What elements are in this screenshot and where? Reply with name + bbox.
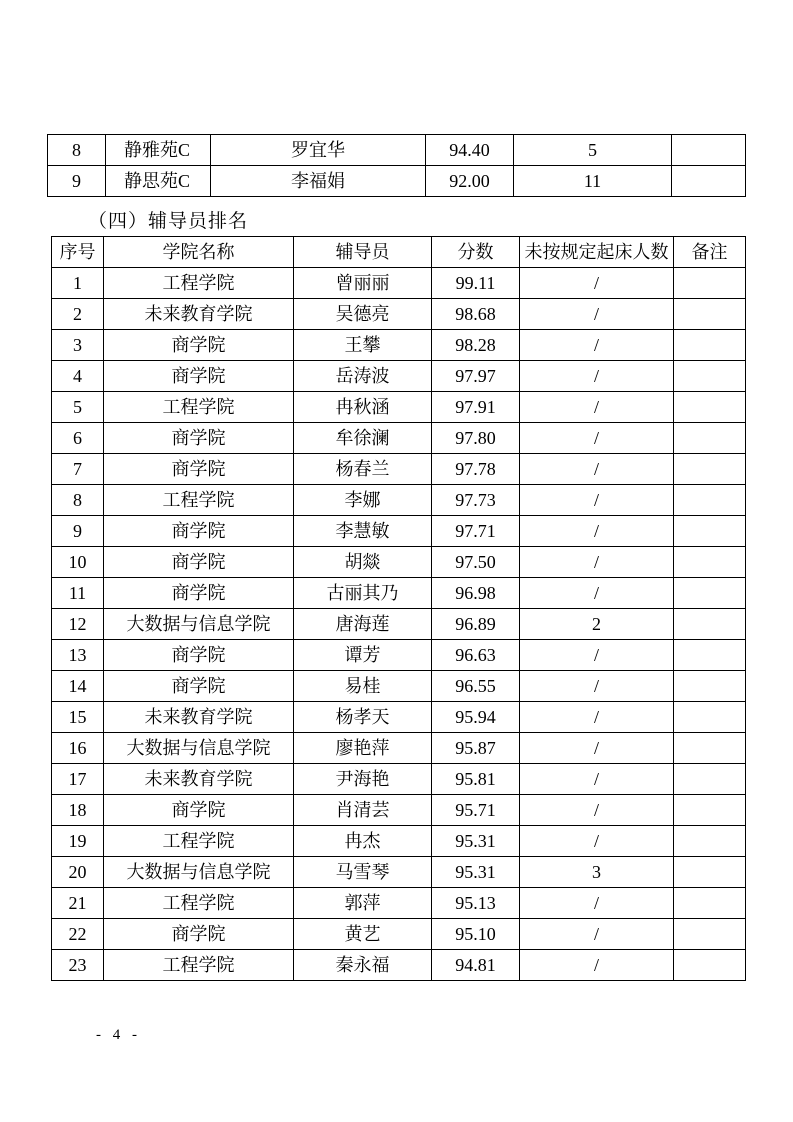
- cell-counselor: 廖艳萍: [294, 733, 432, 764]
- table-row: [52, 547, 746, 578]
- table-row: [52, 671, 746, 702]
- cell-count: /: [520, 733, 674, 764]
- cell-score: 95.81: [432, 764, 520, 795]
- cell-counselor: 胡燚: [294, 547, 432, 578]
- cell-score: 95.71: [432, 795, 520, 826]
- cell-college: 商学院: [104, 795, 294, 826]
- cell-counselor: 肖清芸: [294, 795, 432, 826]
- cell-note: [674, 547, 746, 578]
- cell-no: 17: [52, 764, 104, 795]
- cell-college: 商学院: [104, 919, 294, 950]
- cell-no: 2: [52, 299, 104, 330]
- table-row: [52, 392, 746, 423]
- cell-counselor: 王攀: [294, 330, 432, 361]
- cell-score: 95.10: [432, 919, 520, 950]
- cell-no: 6: [52, 423, 104, 454]
- cell-score: 95.87: [432, 733, 520, 764]
- table-row: [52, 330, 746, 361]
- cell-college: 未来教育学院: [104, 299, 294, 330]
- cell-note: [674, 268, 746, 299]
- top-table-body: [48, 135, 746, 197]
- cell-count: 5: [514, 135, 672, 166]
- cell-counselor: 吴德亮: [294, 299, 432, 330]
- cell-dorm-name: 静思苑C: [106, 166, 211, 197]
- cell-note: [674, 423, 746, 454]
- cell-count: /: [520, 299, 674, 330]
- cell-count: /: [520, 268, 674, 299]
- table-row: [52, 702, 746, 733]
- cell-no: 10: [52, 547, 104, 578]
- cell-no: 8: [48, 135, 106, 166]
- cell-score: 95.13: [432, 888, 520, 919]
- cell-college: 大数据与信息学院: [104, 857, 294, 888]
- cell-note: [674, 392, 746, 423]
- header-count: 未按规定起床人数: [520, 237, 674, 268]
- cell-counselor: 黄艺: [294, 919, 432, 950]
- dormitory-ranking-table-continued: [47, 134, 746, 197]
- cell-counselor: 易桂: [294, 671, 432, 702]
- cell-college: 大数据与信息学院: [104, 733, 294, 764]
- cell-no: 9: [52, 516, 104, 547]
- cell-score: 92.00: [426, 166, 514, 197]
- table-row: [48, 166, 746, 197]
- counselor-ranking-table: [51, 236, 746, 981]
- cell-no: 21: [52, 888, 104, 919]
- cell-no: 16: [52, 733, 104, 764]
- table-row: [52, 640, 746, 671]
- cell-count: /: [520, 919, 674, 950]
- table-row: [48, 135, 746, 166]
- cell-score: 97.97: [432, 361, 520, 392]
- cell-note: [674, 888, 746, 919]
- cell-score: 97.78: [432, 454, 520, 485]
- cell-no: 4: [52, 361, 104, 392]
- cell-no: 11: [52, 578, 104, 609]
- cell-college: 工程学院: [104, 485, 294, 516]
- table-row: [52, 578, 746, 609]
- table-header-row: [52, 237, 746, 268]
- cell-score: 97.50: [432, 547, 520, 578]
- cell-no: 5: [52, 392, 104, 423]
- cell-score: 96.89: [432, 609, 520, 640]
- cell-note: [674, 299, 746, 330]
- cell-college: 商学院: [104, 516, 294, 547]
- cell-college: 大数据与信息学院: [104, 609, 294, 640]
- cell-score: 97.71: [432, 516, 520, 547]
- cell-no: 22: [52, 919, 104, 950]
- cell-count: 2: [520, 609, 674, 640]
- cell-counselor: 冉杰: [294, 826, 432, 857]
- cell-count: /: [520, 423, 674, 454]
- cell-counselor: 古丽其乃: [294, 578, 432, 609]
- cell-note: [674, 361, 746, 392]
- cell-count: 3: [520, 857, 674, 888]
- cell-person: 罗宜华: [211, 135, 426, 166]
- cell-note: [674, 764, 746, 795]
- cell-college: 未来教育学院: [104, 764, 294, 795]
- cell-no: 13: [52, 640, 104, 671]
- cell-college: 商学院: [104, 578, 294, 609]
- cell-score: 99.11: [432, 268, 520, 299]
- cell-count: /: [520, 485, 674, 516]
- cell-note: [674, 330, 746, 361]
- cell-college: 商学院: [104, 330, 294, 361]
- cell-no: 19: [52, 826, 104, 857]
- cell-college: 商学院: [104, 671, 294, 702]
- table-row: [52, 826, 746, 857]
- cell-no: 23: [52, 950, 104, 981]
- cell-note: [674, 516, 746, 547]
- cell-count: /: [520, 764, 674, 795]
- header-score: 分数: [432, 237, 520, 268]
- section-heading: （四）辅导员排名: [88, 210, 249, 232]
- cell-count: /: [520, 392, 674, 423]
- cell-score: 94.81: [432, 950, 520, 981]
- table-row: [52, 423, 746, 454]
- cell-score: 96.63: [432, 640, 520, 671]
- cell-no: 15: [52, 702, 104, 733]
- cell-counselor: 谭芳: [294, 640, 432, 671]
- cell-college: 工程学院: [104, 888, 294, 919]
- cell-counselor: 尹海艳: [294, 764, 432, 795]
- cell-note: [674, 857, 746, 888]
- cell-note: [674, 578, 746, 609]
- cell-score: 95.31: [432, 857, 520, 888]
- cell-count: /: [520, 454, 674, 485]
- table-row: [52, 609, 746, 640]
- cell-college: 工程学院: [104, 392, 294, 423]
- cell-counselor: 岳涛波: [294, 361, 432, 392]
- cell-counselor: 杨春兰: [294, 454, 432, 485]
- header-no: 序号: [52, 237, 104, 268]
- cell-note: [674, 609, 746, 640]
- table-row: [52, 950, 746, 981]
- cell-count: /: [520, 516, 674, 547]
- cell-count: /: [520, 547, 674, 578]
- cell-note: [674, 702, 746, 733]
- cell-college: 工程学院: [104, 950, 294, 981]
- cell-college: 商学院: [104, 361, 294, 392]
- cell-counselor: 郭萍: [294, 888, 432, 919]
- cell-count: 11: [514, 166, 672, 197]
- cell-college: 商学院: [104, 640, 294, 671]
- cell-note: [674, 454, 746, 485]
- cell-college: 工程学院: [104, 268, 294, 299]
- cell-score: 97.91: [432, 392, 520, 423]
- table-row: [52, 361, 746, 392]
- cell-count: /: [520, 795, 674, 826]
- header-note: 备注: [674, 237, 746, 268]
- cell-college: 未来教育学院: [104, 702, 294, 733]
- cell-no: 8: [52, 485, 104, 516]
- cell-counselor: 牟徐澜: [294, 423, 432, 454]
- cell-no: 9: [48, 166, 106, 197]
- cell-score: 96.55: [432, 671, 520, 702]
- cell-college: 商学院: [104, 454, 294, 485]
- cell-college: 工程学院: [104, 826, 294, 857]
- cell-counselor: 秦永福: [294, 950, 432, 981]
- cell-no: 12: [52, 609, 104, 640]
- cell-counselor: 马雪琴: [294, 857, 432, 888]
- cell-score: 95.31: [432, 826, 520, 857]
- cell-count: /: [520, 578, 674, 609]
- table-row: [52, 733, 746, 764]
- cell-note: [674, 671, 746, 702]
- cell-score: 94.40: [426, 135, 514, 166]
- table-row: [52, 764, 746, 795]
- table-row: [52, 795, 746, 826]
- cell-counselor: 李娜: [294, 485, 432, 516]
- cell-no: 18: [52, 795, 104, 826]
- cell-score: 98.28: [432, 330, 520, 361]
- cell-score: 97.73: [432, 485, 520, 516]
- cell-college: 商学院: [104, 423, 294, 454]
- cell-counselor: 曾丽丽: [294, 268, 432, 299]
- cell-count: /: [520, 702, 674, 733]
- cell-score: 96.98: [432, 578, 520, 609]
- table-row: [52, 516, 746, 547]
- cell-person: 李福娟: [211, 166, 426, 197]
- cell-count: /: [520, 361, 674, 392]
- cell-note: [672, 166, 746, 197]
- cell-count: /: [520, 888, 674, 919]
- cell-score: 97.80: [432, 423, 520, 454]
- cell-note: [674, 733, 746, 764]
- table-row: [52, 268, 746, 299]
- cell-no: 20: [52, 857, 104, 888]
- header-college: 学院名称: [104, 237, 294, 268]
- header-counselor: 辅导员: [294, 237, 432, 268]
- page-number: - 4 -: [96, 1027, 141, 1043]
- cell-note: [674, 826, 746, 857]
- cell-counselor: 杨孝天: [294, 702, 432, 733]
- cell-score: 98.68: [432, 299, 520, 330]
- table-row: [52, 919, 746, 950]
- cell-count: /: [520, 330, 674, 361]
- table-row: [52, 485, 746, 516]
- table-row: [52, 299, 746, 330]
- main-table-body: [52, 268, 746, 981]
- table-row: [52, 857, 746, 888]
- cell-counselor: 唐海莲: [294, 609, 432, 640]
- cell-no: 3: [52, 330, 104, 361]
- cell-no: 14: [52, 671, 104, 702]
- cell-count: /: [520, 640, 674, 671]
- cell-score: 95.94: [432, 702, 520, 733]
- cell-note: [672, 135, 746, 166]
- cell-no: 7: [52, 454, 104, 485]
- cell-note: [674, 640, 746, 671]
- cell-note: [674, 950, 746, 981]
- cell-counselor: 李慧敏: [294, 516, 432, 547]
- cell-note: [674, 795, 746, 826]
- cell-count: /: [520, 671, 674, 702]
- table-row: [52, 454, 746, 485]
- cell-count: /: [520, 826, 674, 857]
- table-row: [52, 888, 746, 919]
- cell-note: [674, 919, 746, 950]
- cell-college: 商学院: [104, 547, 294, 578]
- cell-dorm-name: 静雅苑C: [106, 135, 211, 166]
- cell-counselor: 冉秋涵: [294, 392, 432, 423]
- cell-no: 1: [52, 268, 104, 299]
- cell-count: /: [520, 950, 674, 981]
- cell-note: [674, 485, 746, 516]
